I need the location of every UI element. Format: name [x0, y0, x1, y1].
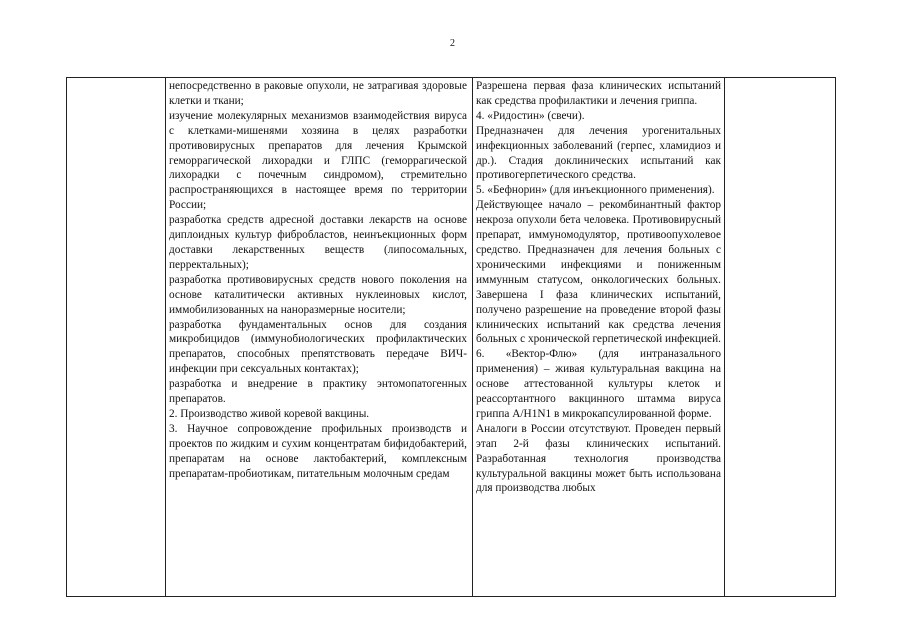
column-divider: [724, 78, 725, 596]
paragraph: Разрешена первая фаза клинических испытаний как средства профилактики и лечения гриппа.: [476, 80, 721, 107]
document-table: [66, 77, 836, 597]
column-divider: [165, 78, 166, 596]
paragraph: разработка противовирусных средств нового поколения на основе каталитически активных нуклеиновых кислот, иммобилизованных на наноразмерные носители;: [169, 273, 467, 316]
paragraph: 3. Научное сопровождение профильных производств и проектов по жидким и сухим концентратам бифидобактерий, препаратам на основе лактобактерий, комплексным препаратам-пробиотикам, питательным молочным средам: [169, 422, 467, 480]
table-cell-right: [476, 79, 721, 496]
column-divider: [472, 78, 473, 596]
paragraph: разработка средств адресной доставки лекарств на основе диплоидных культур фибробластов, неинъекционных форм доставки лекарственных веществ (липосомальных, перректальных);: [169, 214, 467, 271]
paragraph: Аналоги в России отсутствуют. Проведен первый этап 2-й фазы клинических испытаний. Разработанная технология производства культуральной вакцины может быть использована для производства любых: [476, 422, 721, 495]
paragraph: 2. Производство живой коревой вакцины.: [169, 407, 370, 420]
paragraph: Действующее начало – рекомбинантный фактор некроза опухоли бета человека. Противовирусный препарат, иммуномодулятор, противоопухолевое средство. Предназначен для лечения больных с хроническими инфекциями и пониженным иммунным статусом, онкологических больных. Завершена I фаза клинических испытаний, получено разрешение на проведение второй фазы клинических испытаний как средства лечения больных с хронической герпетической инфекцией.: [476, 199, 721, 346]
paragraph: Предназначен для лечения урогенитальных инфекционных заболеваний (герпес, хламидиоз и др.). Стадия доклинических испытаний как противогерпетического средства.: [476, 124, 721, 182]
paragraph: 6. «Вектор-Флю» (для интраназального применения) – живая культуральная вакцина на основе аттестованной культуры клеток и реассортантного вакцинного штамма вируса гриппа A/H1N1 в микрокапсулированной форме.: [476, 348, 721, 420]
paragraph: разработка и внедрение в практику энтомопатогенных препаратов.: [169, 378, 467, 406]
paragraph: изучение молекулярных механизмов взаимодействия вируса с клетками-мишенями хозяина в целях разработки противовирусных препаратов для лечения Крымской геморрагической лихорадки и ГЛПС (геморрагической лихорадки с почечным синдромом), стремительно распространяющихся в настоящее время по территории России;: [169, 109, 467, 212]
paragraph: непосредственно в раковые опухоли, не затрагивая здоровые клетки и ткани;: [169, 80, 467, 107]
paragraph: 4. «Ридостин» (свечи).: [476, 109, 585, 122]
paragraph: 5. «Бефнорин» (для инъекционного применения).: [476, 184, 715, 197]
page-number: 2: [450, 38, 455, 49]
table-cell-middle: [169, 79, 467, 481]
paragraph: разработка фундаментальных основ для создания микробицидов (иммунобиологических профилактических препаратов, способных препятствовать передаче ВИЧ-инфекции при сексуальных контактах);: [169, 318, 467, 376]
